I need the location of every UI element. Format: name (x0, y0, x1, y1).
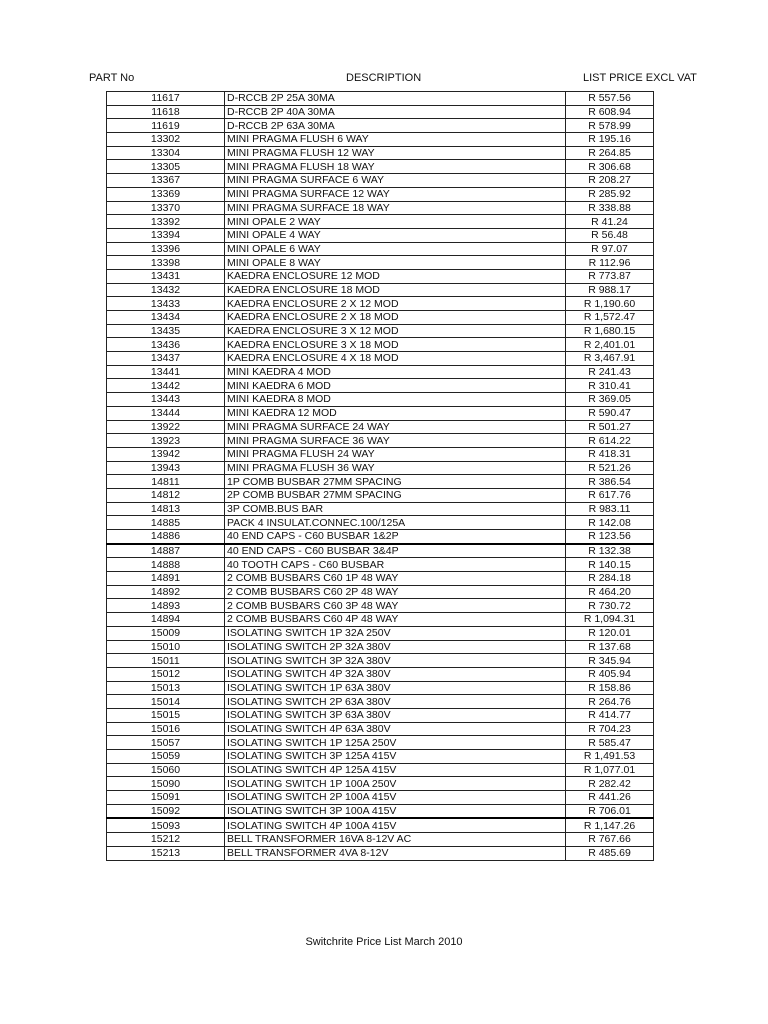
part-no-cell: 15015 (107, 708, 225, 722)
part-no-cell: 13437 (107, 352, 225, 366)
part-no-cell: 13433 (107, 297, 225, 311)
description-cell: ISOLATING SWITCH 4P 100A 415V (225, 818, 566, 832)
table-row (107, 502, 654, 516)
part-no-cell: 15057 (107, 736, 225, 750)
description-cell: KAEDRA ENCLOSURE 3 X 12 MOD (225, 324, 566, 338)
description-cell: MINI PRAGMA FLUSH 36 WAY (225, 461, 566, 475)
part-no-cell: 15012 (107, 667, 225, 681)
description-cell: MINI PRAGMA SURFACE 36 WAY (225, 434, 566, 448)
description-cell: ISOLATING SWITCH 1P 32A 250V (225, 626, 566, 640)
description-cell: D-RCCB 2P 63A 30MA (225, 119, 566, 133)
price-cell: R 1,572.47 (566, 311, 654, 325)
price-cell: R 2,401.01 (566, 338, 654, 352)
price-cell: R 1,680.15 (566, 324, 654, 338)
part-no-cell: 13444 (107, 406, 225, 420)
price-cell: R 1,077.01 (566, 763, 654, 777)
table-row (107, 818, 654, 832)
description-cell: MINI PRAGMA FLUSH 24 WAY (225, 447, 566, 461)
description-cell: MINI PRAGMA SURFACE 18 WAY (225, 201, 566, 215)
part-no-cell: 14892 (107, 585, 225, 599)
price-cell: R 282.42 (566, 777, 654, 791)
table-row (107, 708, 654, 722)
table-row (107, 379, 654, 393)
table-row (107, 640, 654, 654)
price-cell: R 521.26 (566, 461, 654, 475)
price-cell: R 264.76 (566, 695, 654, 709)
part-no-cell: 13922 (107, 420, 225, 434)
description-cell: 2P COMB BUSBAR 27MM SPACING (225, 488, 566, 502)
description-cell: MINI OPALE 6 WAY (225, 242, 566, 256)
price-cell: R 112.96 (566, 256, 654, 270)
table-row (107, 488, 654, 502)
description-cell: KAEDRA ENCLOSURE 2 X 12 MOD (225, 297, 566, 311)
part-no-cell: 14891 (107, 572, 225, 586)
part-no-cell: 14893 (107, 599, 225, 613)
table-row (107, 201, 654, 215)
table-row (107, 681, 654, 695)
description-cell: MINI PRAGMA FLUSH 6 WAY (225, 133, 566, 147)
description-cell: KAEDRA ENCLOSURE 12 MOD (225, 269, 566, 283)
part-no-cell: 13392 (107, 215, 225, 229)
part-no-cell: 13923 (107, 434, 225, 448)
price-cell: R 485.69 (566, 846, 654, 860)
table-row (107, 667, 654, 681)
description-cell: ISOLATING SWITCH 3P 32A 380V (225, 654, 566, 668)
description-cell: ISOLATING SWITCH 3P 100A 415V (225, 804, 566, 818)
description-cell: PACK 4 INSULAT.CONNEC.100/125A (225, 516, 566, 530)
description-cell: MINI PRAGMA SURFACE 24 WAY (225, 420, 566, 434)
price-cell: R 578.99 (566, 119, 654, 133)
price-cell: R 56.48 (566, 228, 654, 242)
part-no-cell: 15093 (107, 818, 225, 832)
table-row (107, 92, 654, 106)
part-no-cell: 15060 (107, 763, 225, 777)
description-cell: MINI OPALE 2 WAY (225, 215, 566, 229)
table-row (107, 558, 654, 572)
description-cell: ISOLATING SWITCH 1P 125A 250V (225, 736, 566, 750)
description-cell: 2 COMB BUSBARS C60 4P 48 WAY (225, 613, 566, 627)
description-cell: MINI KAEDRA 12 MOD (225, 406, 566, 420)
table-row (107, 324, 654, 338)
description-cell: 2 COMB BUSBARS C60 3P 48 WAY (225, 599, 566, 613)
table-row (107, 297, 654, 311)
table-row (107, 544, 654, 558)
price-cell: R 241.43 (566, 365, 654, 379)
description-cell: 40 TOOTH CAPS - C60 BUSBAR (225, 558, 566, 572)
part-no-cell: 15090 (107, 777, 225, 791)
part-no-cell: 13431 (107, 269, 225, 283)
table-row (107, 572, 654, 586)
part-no-cell: 11617 (107, 92, 225, 106)
part-no-cell: 13443 (107, 393, 225, 407)
table-row (107, 283, 654, 297)
part-no-cell: 13367 (107, 174, 225, 188)
price-cell: R 706.01 (566, 804, 654, 818)
part-no-cell: 15091 (107, 791, 225, 805)
table-row (107, 160, 654, 174)
price-cell: R 608.94 (566, 105, 654, 119)
part-no-cell: 13394 (107, 228, 225, 242)
table-row (107, 654, 654, 668)
price-cell: R 158.86 (566, 681, 654, 695)
price-cell: R 195.16 (566, 133, 654, 147)
table-row (107, 447, 654, 461)
description-cell: MINI OPALE 4 WAY (225, 228, 566, 242)
list-price-header: LIST PRICE EXCL VAT (583, 72, 697, 84)
part-no-cell: 14887 (107, 544, 225, 558)
description-cell: ISOLATING SWITCH 4P 125A 415V (225, 763, 566, 777)
price-cell: R 1,094.31 (566, 613, 654, 627)
table-row (107, 215, 654, 229)
description-cell: ISOLATING SWITCH 1P 63A 380V (225, 681, 566, 695)
table-row (107, 750, 654, 764)
part-no-cell: 14813 (107, 502, 225, 516)
table-row (107, 846, 654, 860)
part-no-cell: 14812 (107, 488, 225, 502)
table-row (107, 475, 654, 489)
part-no-cell: 13436 (107, 338, 225, 352)
part-no-cell: 15213 (107, 846, 225, 860)
description-cell: MINI KAEDRA 8 MOD (225, 393, 566, 407)
description-cell: 2 COMB BUSBARS C60 2P 48 WAY (225, 585, 566, 599)
price-cell: R 285.92 (566, 187, 654, 201)
price-cell: R 137.68 (566, 640, 654, 654)
table-row (107, 722, 654, 736)
description-cell: MINI KAEDRA 6 MOD (225, 379, 566, 393)
part-no-cell: 13398 (107, 256, 225, 270)
price-cell: R 310.41 (566, 379, 654, 393)
price-cell: R 123.56 (566, 530, 654, 544)
description-cell: BELL TRANSFORMER 4VA 8-12V (225, 846, 566, 860)
description-cell: 40 END CAPS - C60 BUSBAR 3&4P (225, 544, 566, 558)
table-row (107, 695, 654, 709)
price-cell: R 617.76 (566, 488, 654, 502)
table-row (107, 763, 654, 777)
description-cell: MINI PRAGMA FLUSH 18 WAY (225, 160, 566, 174)
price-cell: R 414.77 (566, 708, 654, 722)
price-cell: R 208.27 (566, 174, 654, 188)
part-no-cell: 15092 (107, 804, 225, 818)
price-cell: R 1,491.53 (566, 750, 654, 764)
description-cell: KAEDRA ENCLOSURE 3 X 18 MOD (225, 338, 566, 352)
description-cell: BELL TRANSFORMER 16VA 8-12V AC (225, 833, 566, 847)
price-cell: R 345.94 (566, 654, 654, 668)
price-cell: R 1,190.60 (566, 297, 654, 311)
price-cell: R 1,147.26 (566, 818, 654, 832)
table-row (107, 791, 654, 805)
table-row (107, 461, 654, 475)
price-cell: R 464.20 (566, 585, 654, 599)
description-cell: 1P COMB BUSBAR 27MM SPACING (225, 475, 566, 489)
table-row (107, 105, 654, 119)
table-row (107, 613, 654, 627)
table-row (107, 626, 654, 640)
table-row (107, 777, 654, 791)
price-cell: R 441.26 (566, 791, 654, 805)
part-no-cell: 15059 (107, 750, 225, 764)
description-cell: ISOLATING SWITCH 4P 63A 380V (225, 722, 566, 736)
price-cell: R 97.07 (566, 242, 654, 256)
price-cell: R 284.18 (566, 572, 654, 586)
description-cell: KAEDRA ENCLOSURE 18 MOD (225, 283, 566, 297)
table-row (107, 736, 654, 750)
table-row (107, 585, 654, 599)
price-cell: R 704.23 (566, 722, 654, 736)
part-no-cell: 13432 (107, 283, 225, 297)
price-table (106, 91, 654, 861)
part-no-cell: 15014 (107, 695, 225, 709)
table-row (107, 242, 654, 256)
description-cell: ISOLATING SWITCH 2P 63A 380V (225, 695, 566, 709)
table-row (107, 833, 654, 847)
price-cell: R 41.24 (566, 215, 654, 229)
part-no-cell: 13943 (107, 461, 225, 475)
table-row (107, 119, 654, 133)
description-cell: MINI PRAGMA SURFACE 12 WAY (225, 187, 566, 201)
table-row (107, 228, 654, 242)
price-cell: R 306.68 (566, 160, 654, 174)
table-row (107, 804, 654, 818)
part-no-cell: 13441 (107, 365, 225, 379)
part-no-cell: 13396 (107, 242, 225, 256)
price-cell: R 338.88 (566, 201, 654, 215)
description-cell: MINI OPALE 8 WAY (225, 256, 566, 270)
part-no-cell: 15212 (107, 833, 225, 847)
description-cell: ISOLATING SWITCH 3P 125A 415V (225, 750, 566, 764)
part-no-header: PART No (89, 72, 135, 84)
description-cell: 2 COMB BUSBARS C60 1P 48 WAY (225, 572, 566, 586)
part-no-cell: 11619 (107, 119, 225, 133)
price-cell: R 264.85 (566, 146, 654, 160)
price-cell: R 590.47 (566, 406, 654, 420)
description-cell: ISOLATING SWITCH 4P 32A 380V (225, 667, 566, 681)
description-header: DESCRIPTION (346, 72, 422, 84)
description-cell: 3P COMB.BUS BAR (225, 502, 566, 516)
part-no-cell: 13304 (107, 146, 225, 160)
price-cell: R 585.47 (566, 736, 654, 750)
part-no-cell: 15013 (107, 681, 225, 695)
table-row (107, 352, 654, 366)
description-cell: KAEDRA ENCLOSURE 2 X 18 MOD (225, 311, 566, 325)
part-no-cell: 13369 (107, 187, 225, 201)
price-cell: R 405.94 (566, 667, 654, 681)
price-cell: R 140.15 (566, 558, 654, 572)
price-table-body (107, 92, 654, 861)
description-cell: D-RCCB 2P 40A 30MA (225, 105, 566, 119)
description-cell: ISOLATING SWITCH 2P 100A 415V (225, 791, 566, 805)
part-no-cell: 15016 (107, 722, 225, 736)
table-row (107, 420, 654, 434)
price-cell: R 3,467.91 (566, 352, 654, 366)
table-row (107, 174, 654, 188)
price-cell: R 120.01 (566, 626, 654, 640)
part-no-cell: 13435 (107, 324, 225, 338)
price-cell: R 557.56 (566, 92, 654, 106)
part-no-cell: 13305 (107, 160, 225, 174)
table-row (107, 187, 654, 201)
part-no-cell: 14888 (107, 558, 225, 572)
description-cell: ISOLATING SWITCH 3P 63A 380V (225, 708, 566, 722)
price-cell: R 386.54 (566, 475, 654, 489)
page-footer: Switchrite Price List March 2010 (305, 936, 463, 948)
description-cell: D-RCCB 2P 25A 30MA (225, 92, 566, 106)
table-row (107, 530, 654, 544)
part-no-cell: 15010 (107, 640, 225, 654)
description-cell: MINI KAEDRA 4 MOD (225, 365, 566, 379)
table-row (107, 516, 654, 530)
table-row (107, 393, 654, 407)
part-no-cell: 14811 (107, 475, 225, 489)
price-cell: R 132.38 (566, 544, 654, 558)
price-cell: R 983.11 (566, 502, 654, 516)
part-no-cell: 14894 (107, 613, 225, 627)
part-no-cell: 13370 (107, 201, 225, 215)
part-no-cell: 14885 (107, 516, 225, 530)
price-cell: R 614.22 (566, 434, 654, 448)
description-cell: 40 END CAPS - C60 BUSBAR 1&2P (225, 530, 566, 544)
part-no-cell: 11618 (107, 105, 225, 119)
description-cell: ISOLATING SWITCH 2P 32A 380V (225, 640, 566, 654)
part-no-cell: 13434 (107, 311, 225, 325)
table-row (107, 406, 654, 420)
price-cell: R 767.66 (566, 833, 654, 847)
table-row (107, 599, 654, 613)
part-no-cell: 15011 (107, 654, 225, 668)
table-row (107, 338, 654, 352)
part-no-cell: 13942 (107, 447, 225, 461)
table-row (107, 269, 654, 283)
price-cell: R 730.72 (566, 599, 654, 613)
price-cell: R 418.31 (566, 447, 654, 461)
table-row (107, 311, 654, 325)
part-no-cell: 13442 (107, 379, 225, 393)
table-row (107, 365, 654, 379)
description-cell: MINI PRAGMA FLUSH 12 WAY (225, 146, 566, 160)
description-cell: KAEDRA ENCLOSURE 4 X 18 MOD (225, 352, 566, 366)
price-cell: R 501.27 (566, 420, 654, 434)
table-row (107, 146, 654, 160)
part-no-cell: 14886 (107, 530, 225, 544)
description-cell: MINI PRAGMA SURFACE 6 WAY (225, 174, 566, 188)
price-cell: R 988.17 (566, 283, 654, 297)
table-row (107, 133, 654, 147)
price-cell: R 369.05 (566, 393, 654, 407)
part-no-cell: 15009 (107, 626, 225, 640)
price-cell: R 773.87 (566, 269, 654, 283)
price-cell: R 142.08 (566, 516, 654, 530)
description-cell: ISOLATING SWITCH 1P 100A 250V (225, 777, 566, 791)
part-no-cell: 13302 (107, 133, 225, 147)
table-row (107, 256, 654, 270)
table-row (107, 434, 654, 448)
